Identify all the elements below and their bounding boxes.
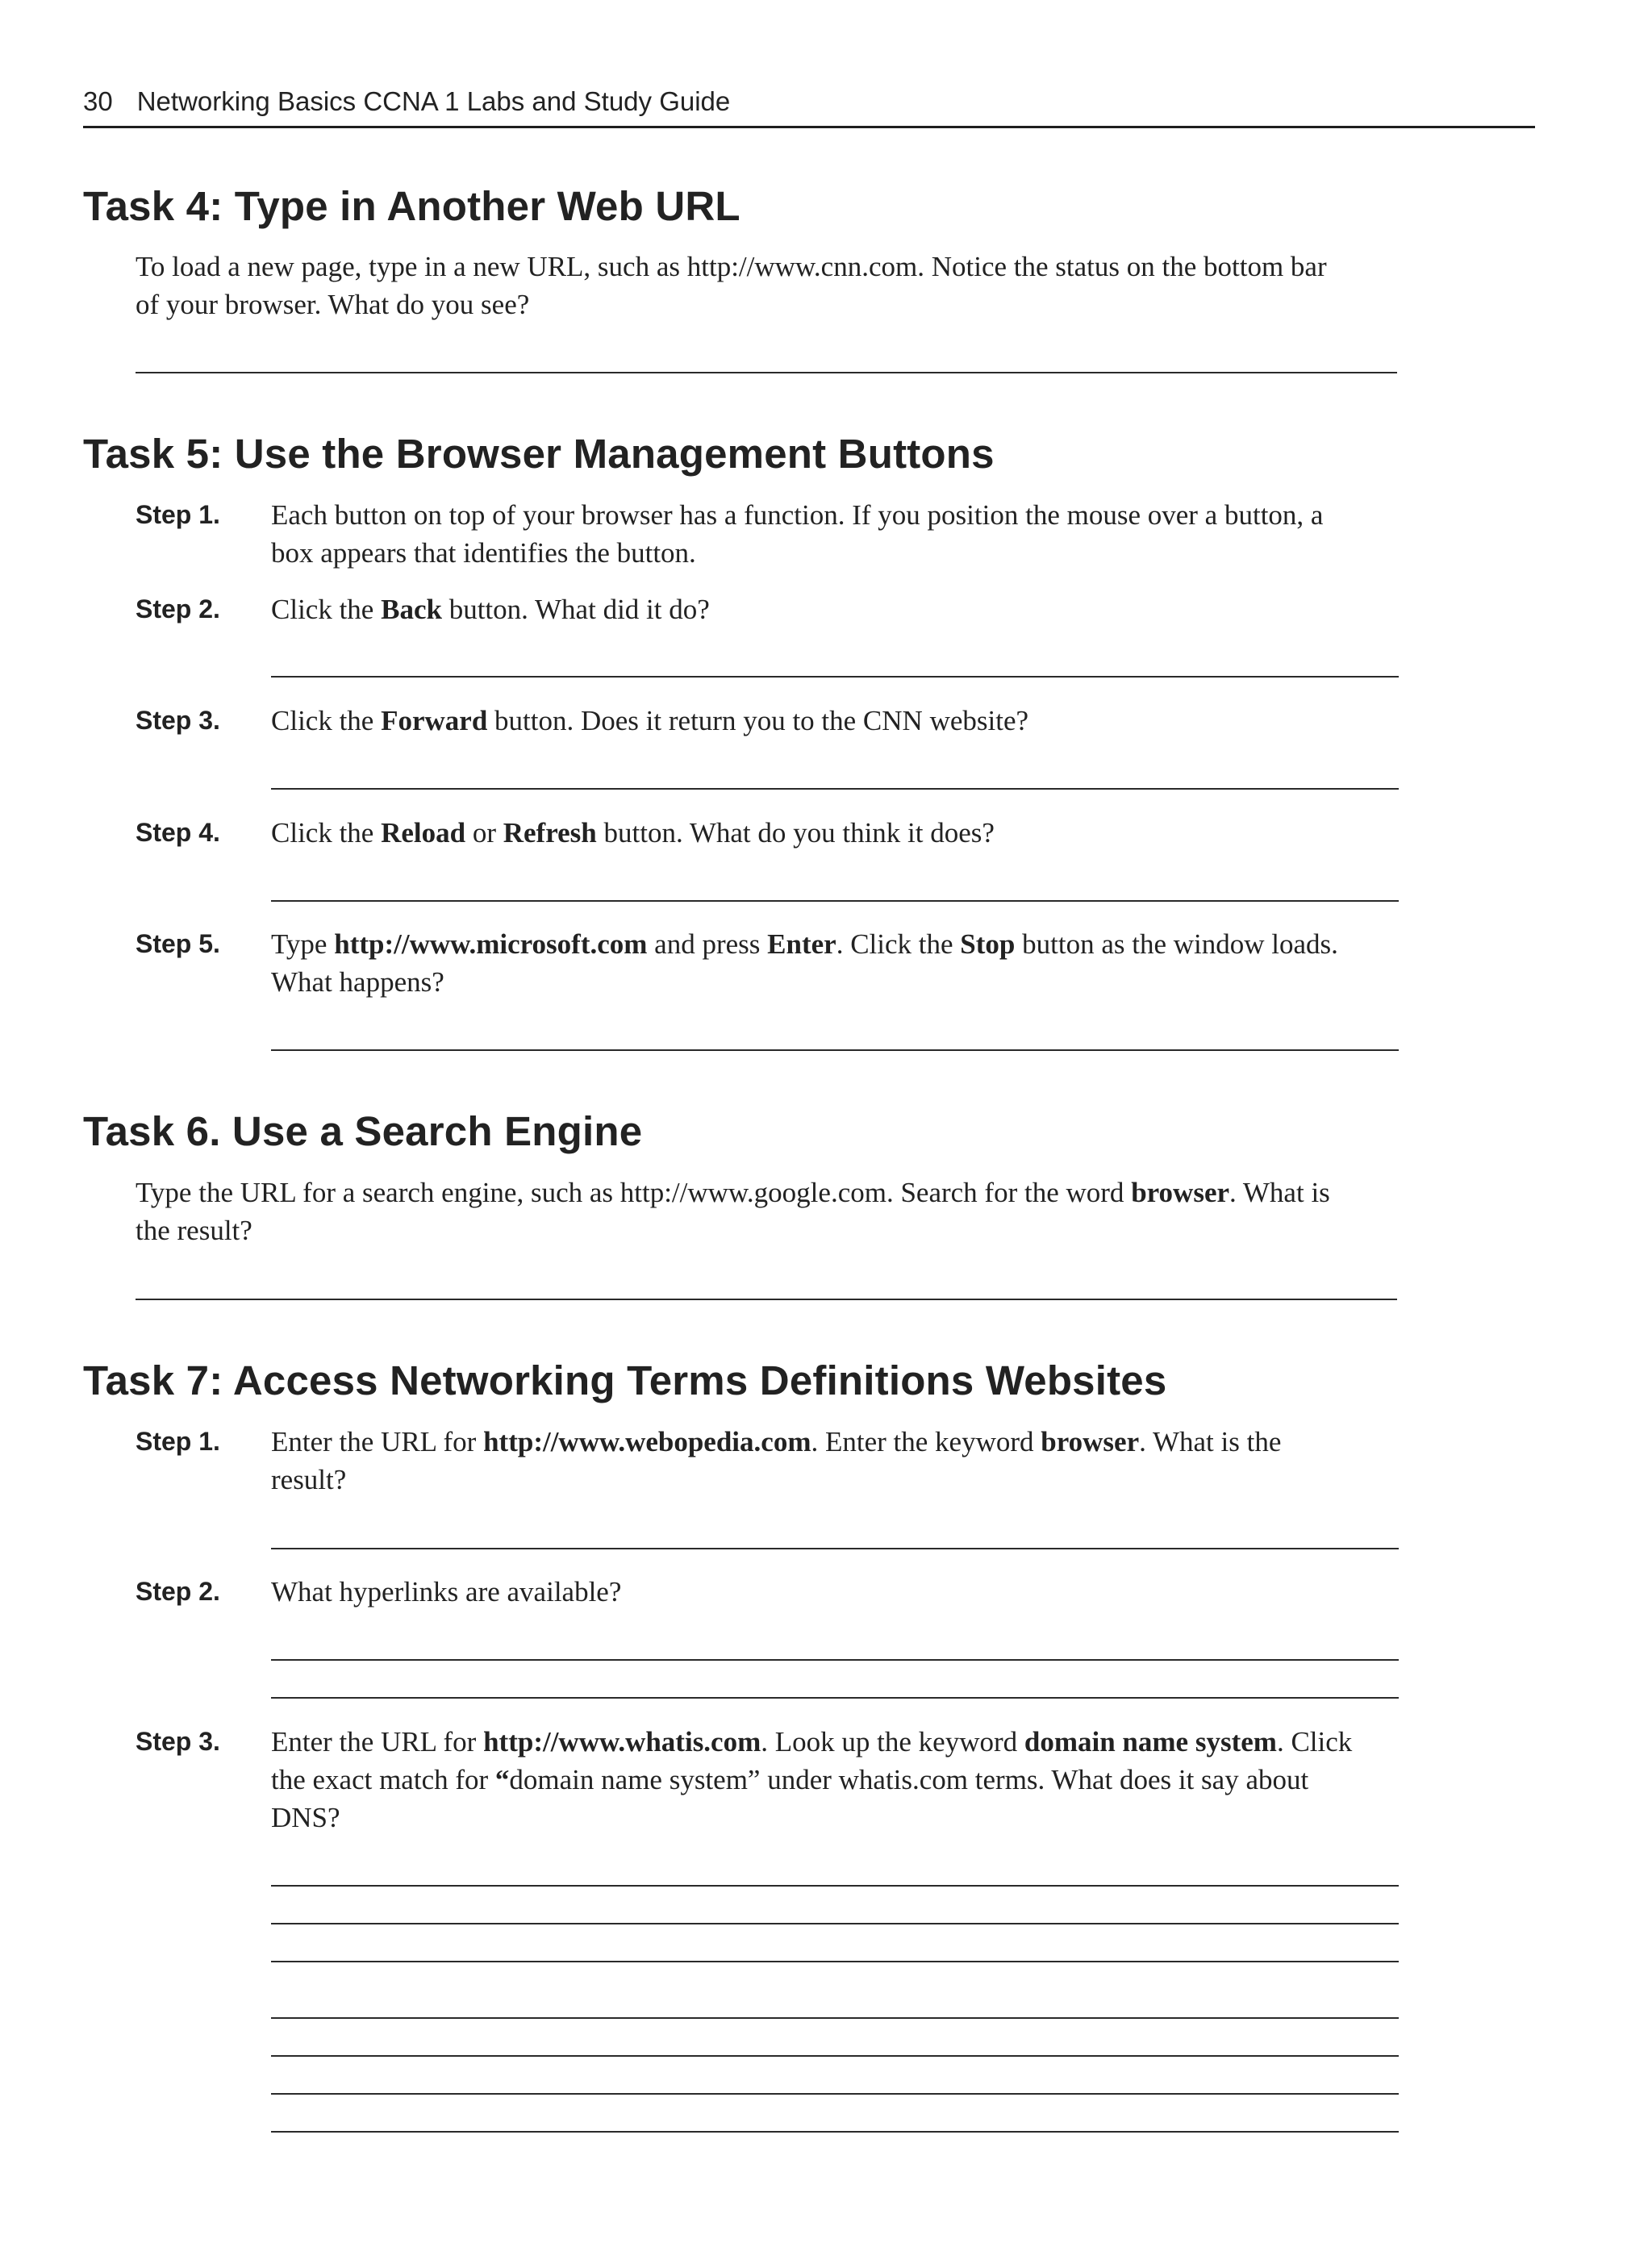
task7-step1-line-1: Enter the URL for http://www.webopedia.com. Enter the keyword browser. What is the [271, 1426, 1282, 1457]
task5-step3-answer-line[interactable] [271, 788, 1399, 790]
task4-answer-line[interactable] [136, 372, 1397, 373]
task5-step5-label: Step 5. [136, 929, 220, 958]
task7-step3-answer-line-3[interactable] [271, 1961, 1399, 1962]
task5-step2-label: Step 2. [136, 594, 220, 623]
page-number: 30 [83, 86, 113, 116]
task5-step3-label: Step 3. [136, 706, 220, 735]
task7-heading: Task 7: Access Networking Terms Definitions Websites [83, 1357, 1167, 1403]
task7-step3-answer-line-7[interactable] [271, 2131, 1399, 2133]
task5-step2-answer-line[interactable] [271, 676, 1399, 678]
task5-step1-line-2: box appears that identifies the button. [271, 537, 696, 569]
task5-step5-line-1: Type http://www.microsoft.com and press Enter. Click the Stop button as the window loads. [271, 928, 1338, 960]
task4-text-line-1: To load a new page, type in a new URL, such as http://www.cnn.com. Notice the status on the bottom bar [136, 251, 1327, 282]
task5-step3-text: Click the Forward button. Does it return you to the CNN website? [271, 705, 1029, 736]
task7-step3-answer-line-5[interactable] [271, 2055, 1399, 2057]
task7-step3-label: Step 3. [136, 1727, 220, 1756]
task6-heading: Task 6. Use a Search Engine [83, 1108, 643, 1154]
task7-step1-answer-line[interactable] [271, 1548, 1399, 1549]
task7-step3-answer-line-2[interactable] [271, 1923, 1399, 1924]
task4-heading: Task 4: Type in Another Web URL [83, 183, 740, 229]
task5-step1-line-1: Each button on top of your browser has a function. If you position the mouse over a button, a [271, 499, 1324, 531]
task6-answer-line[interactable] [136, 1299, 1397, 1300]
task7-step1-line-2: result? [271, 1464, 347, 1495]
task5-heading: Task 5: Use the Browser Management Buttons [83, 431, 995, 477]
task7-step3-line-2: the exact match for “domain name system” under whatis.com terms. What does it say about [271, 1764, 1309, 1795]
task5-step4-text: Click the Reload or Refresh button. What do you think it does? [271, 817, 995, 849]
task7-step3-answer-line-1[interactable] [271, 1885, 1399, 1887]
task5-step5-line-2: What happens? [271, 966, 444, 998]
task7-step3-answer-line-4[interactable] [271, 2017, 1399, 2019]
task7-step2-answer-line-2[interactable] [271, 1697, 1399, 1699]
task4-text-line-2: of your browser. What do you see? [136, 289, 530, 320]
task6-text-line-2: the result? [136, 1215, 252, 1246]
task5-step5-answer-line[interactable] [271, 1049, 1399, 1051]
task5-step1-label: Step 1. [136, 500, 220, 529]
task7-step2-label: Step 2. [136, 1577, 220, 1606]
task5-step4-label: Step 4. [136, 818, 220, 847]
task7-step3-line-3: DNS? [271, 1802, 340, 1833]
task6-text-line-1: Type the URL for a search engine, such as http://www.google.com. Search for the word browser. What is [136, 1177, 1330, 1208]
running-head [83, 84, 1535, 128]
task7-step1-label: Step 1. [136, 1427, 220, 1456]
task7-step3-line-1: Enter the URL for http://www.whatis.com. Look up the keyword domain name system. Click [271, 1726, 1353, 1758]
task7-step2-text: What hyperlinks are available? [271, 1576, 622, 1607]
task7-step3-answer-line-6[interactable] [271, 2093, 1399, 2095]
task5-step4-answer-line[interactable] [271, 900, 1399, 902]
task5-step2-text: Click the Back button. What did it do? [271, 594, 710, 625]
task7-step2-answer-line-1[interactable] [271, 1659, 1399, 1661]
book-title: Networking Basics CCNA 1 Labs and Study Guide [136, 86, 731, 116]
